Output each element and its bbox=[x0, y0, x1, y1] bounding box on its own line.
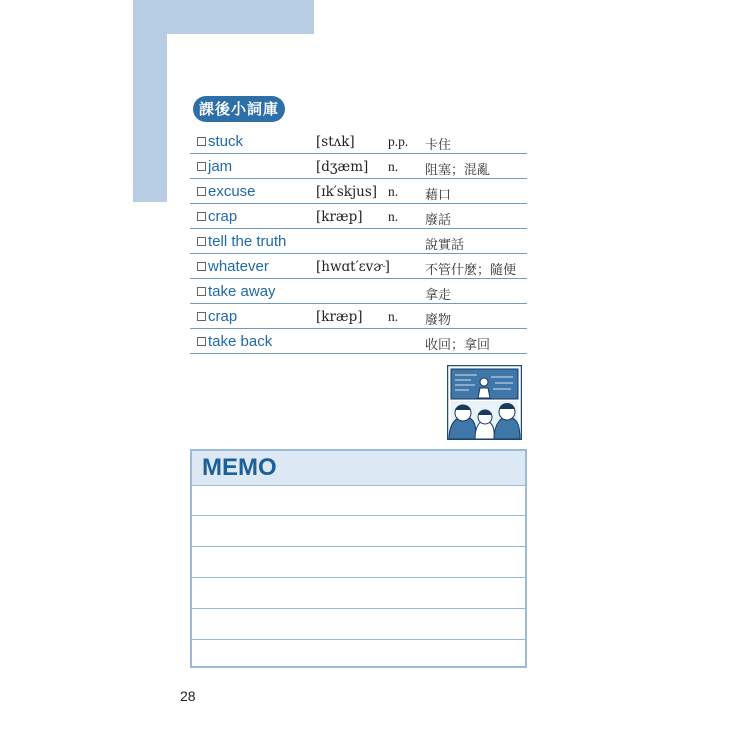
vocab-ipa: [dʒæm] bbox=[316, 159, 369, 175]
vocab-word: whatever bbox=[208, 258, 269, 275]
vocab-word: stuck bbox=[208, 133, 244, 150]
checkbox-icon[interactable] bbox=[197, 237, 206, 246]
vocab-pos: n. bbox=[388, 184, 399, 199]
memo-line bbox=[192, 546, 525, 547]
decorative-top-bar bbox=[133, 0, 314, 34]
memo-line bbox=[192, 639, 525, 640]
vocab-meaning: 拿走 bbox=[425, 288, 452, 303]
checkbox-icon[interactable] bbox=[197, 212, 206, 221]
vocab-ipa: [kræp] bbox=[316, 309, 363, 325]
vocab-row bbox=[190, 179, 527, 204]
memo-title: MEMO bbox=[202, 454, 277, 481]
vocab-meaning: 收回；拿回 bbox=[425, 338, 491, 353]
vocab-row bbox=[190, 204, 527, 229]
vocab-ipa: [stʌk] bbox=[316, 134, 355, 150]
vocab-row bbox=[190, 129, 527, 154]
memo-line bbox=[192, 577, 525, 578]
memo-header bbox=[192, 451, 525, 486]
vocab-word: crap bbox=[208, 208, 238, 225]
decorative-side-bar bbox=[133, 34, 167, 202]
vocab-pos: p.p. bbox=[388, 134, 409, 149]
vocab-row bbox=[190, 279, 527, 304]
vocab-row bbox=[190, 254, 527, 279]
checkbox-icon[interactable] bbox=[197, 162, 206, 171]
checkbox-icon[interactable] bbox=[197, 287, 206, 296]
vocab-row bbox=[190, 154, 527, 179]
vocab-section-title: 課後小詞庫 bbox=[193, 96, 285, 122]
vocab-meaning: 阻塞；混亂 bbox=[425, 163, 491, 178]
memo-line bbox=[192, 608, 525, 609]
memo-box bbox=[190, 449, 527, 668]
vocab-row bbox=[190, 304, 527, 329]
checkbox-icon[interactable] bbox=[197, 262, 206, 271]
vocab-word: take back bbox=[208, 333, 273, 350]
vocab-meaning: 廢話 bbox=[425, 213, 452, 228]
vocab-row bbox=[190, 329, 527, 354]
vocab-ipa: [ɪk′skjus] bbox=[316, 184, 378, 200]
vocab-meaning: 說實話 bbox=[425, 238, 465, 253]
vocab-table bbox=[190, 129, 527, 354]
vocab-ipa: [hwɑt′ɛvɚ] bbox=[316, 259, 390, 275]
vocab-word: crap bbox=[208, 308, 238, 325]
checkbox-icon[interactable] bbox=[197, 312, 206, 321]
checkbox-icon[interactable] bbox=[197, 337, 206, 346]
vocab-meaning: 廢物 bbox=[425, 313, 452, 328]
vocab-meaning: 藉口 bbox=[425, 188, 452, 203]
vocab-meaning: 卡住 bbox=[425, 138, 452, 153]
checkbox-icon[interactable] bbox=[197, 137, 206, 146]
vocab-word: excuse bbox=[208, 183, 256, 200]
checkbox-icon[interactable] bbox=[197, 187, 206, 196]
vocab-meaning: 不管什麼；隨便 bbox=[425, 263, 517, 278]
memo-line bbox=[192, 515, 525, 516]
vocab-pos: n. bbox=[388, 309, 399, 324]
classroom-illustration-icon bbox=[447, 365, 522, 440]
vocab-ipa: [kræp] bbox=[316, 209, 363, 225]
vocab-word: jam bbox=[208, 158, 233, 175]
page-number: 28 bbox=[180, 688, 196, 704]
vocab-word: tell the truth bbox=[208, 233, 287, 250]
vocab-row bbox=[190, 229, 527, 254]
vocab-word: take away bbox=[208, 283, 276, 300]
vocab-pos: n. bbox=[388, 209, 399, 224]
vocab-pos: n. bbox=[388, 159, 399, 174]
